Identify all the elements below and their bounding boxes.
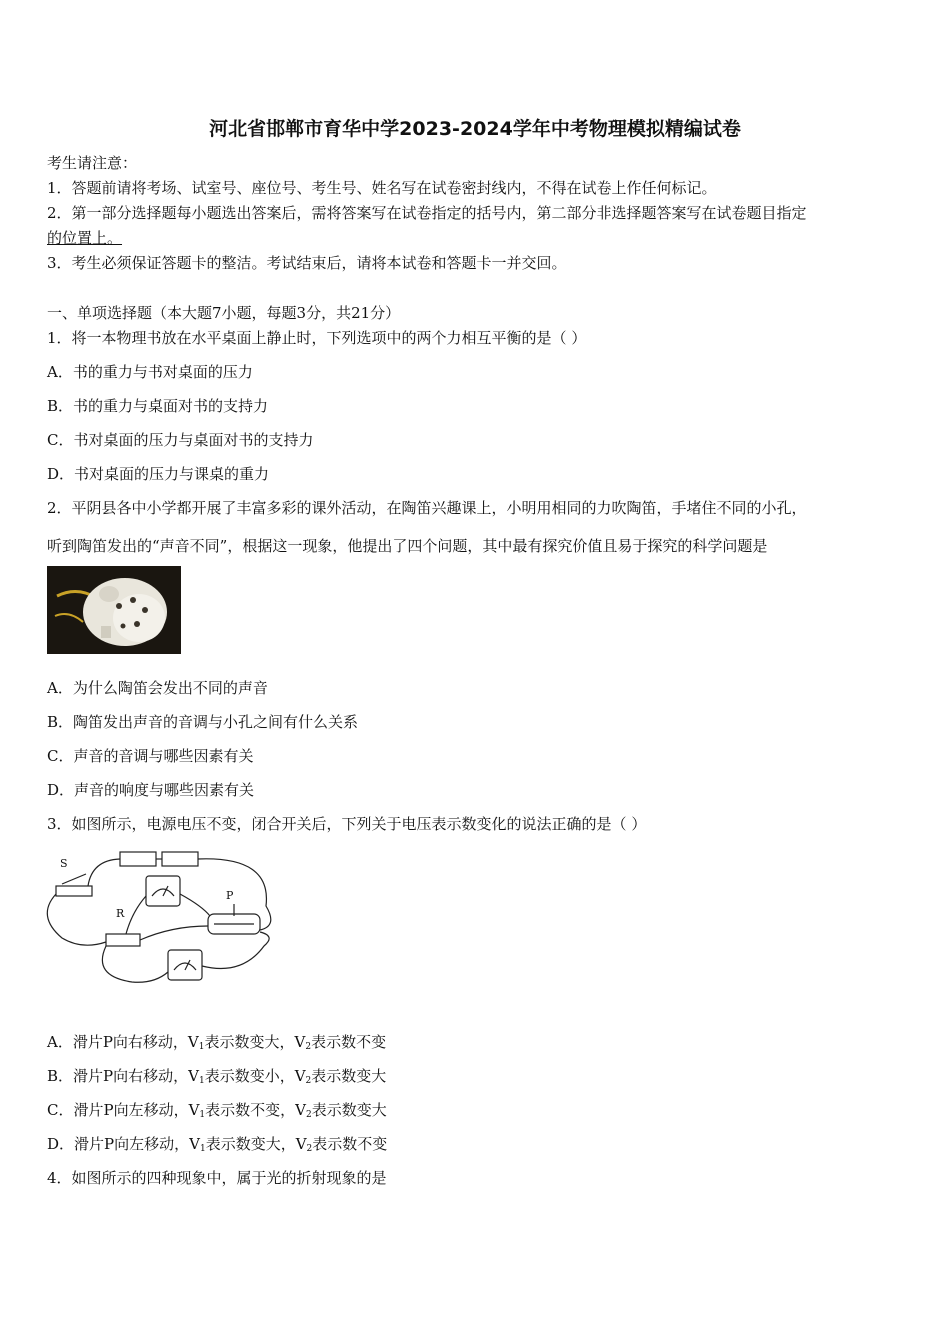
q3-stem: 3．如图所示，电源电压不变，闭合开关后，下列关于电压表示数变化的说法正确的是（ ） — [47, 815, 647, 833]
q2-option-d: D．声音的响度与哪些因素有关 — [47, 781, 255, 799]
notice-heading: 考生请注意： — [47, 154, 138, 172]
notice-item-3: 3．考生必须保证答题卡的整洁。考试结束后，请将本试卷和答题卡一并交回。 — [47, 254, 567, 272]
q3-option-b: B．滑片P向右移动，$V_1$表示数变小，$V_2$表示数变大 — [47, 1067, 387, 1086]
ocarina-photo — [47, 566, 181, 654]
q3-option-a: A．滑片P向右移动，$V_1$表示数变大，$V_2$表示数不变 — [47, 1033, 387, 1052]
notice-item-2-cont: 的位置上。 — [47, 229, 123, 247]
q4-stem: 4．如图所示的四种现象中，属于光的折射现象的是 — [47, 1169, 387, 1187]
q1-stem: 1．将一本物理书放在水平桌面上静止时，下列选项中的两个力相互平衡的是（ ） — [47, 329, 587, 347]
q2-option-c: C．声音的音调与哪些因素有关 — [47, 747, 254, 765]
q1-option-c: C．书对桌面的压力与桌面对书的支持力 — [47, 431, 314, 449]
q2-stem-line1: 2．平阴县各中小学都开展了丰富多彩的课外活动，在陶笛兴趣课上，小明用相同的力吹陶笛，手堵住不同的小孔， — [47, 499, 807, 517]
slider-label: P — [226, 889, 234, 902]
q1-option-d: D．书对桌面的压力与课桌的重力 — [47, 465, 270, 483]
q2-option-b: B．陶笛发出声音的音调与小孔之间有什么关系 — [47, 713, 359, 731]
q3-option-c: C．滑片P向左移动，$V_1$表示数不变，$V_2$表示数变大 — [47, 1101, 387, 1120]
q2-option-a: A．为什么陶笛会发出不同的声音 — [47, 679, 268, 697]
notice-item-1: 1．答题前请将考场、试室号、座位号、考生号、姓名写在试卷密封线内，不得在试卷上作任何标记。 — [47, 179, 717, 197]
switch-label: S — [60, 857, 68, 870]
q1-option-b: B．书的重力与桌面对书的支持力 — [47, 397, 269, 415]
q3-option-d: D．滑片P向左移动，$V_1$表示数变大，$V_2$表示数不变 — [47, 1135, 388, 1154]
exam-title: 河北省邯郸市育华中学2023-2024学年中考物理模拟精编试卷 — [209, 118, 741, 140]
q2-stem-line2: 听到陶笛发出的“声音不同”，根据这一现象，他提出了四个问题，其中最有探究价值且易于探究的科学问题是 — [47, 537, 768, 555]
section-heading: 一、单项选择题（本大题7小题，每题3分，共21分） — [47, 304, 401, 322]
notice-item-2: 2．第一部分选择题每小题选出答案后，需将答案写在试卷指定的括号内，第二部分非选择题答案写在试卷题目指定 — [47, 204, 807, 222]
resistor-label: R — [116, 907, 125, 920]
circuit-diagram — [42, 846, 282, 996]
q1-option-a: A．书的重力与书对桌面的压力 — [47, 363, 253, 381]
